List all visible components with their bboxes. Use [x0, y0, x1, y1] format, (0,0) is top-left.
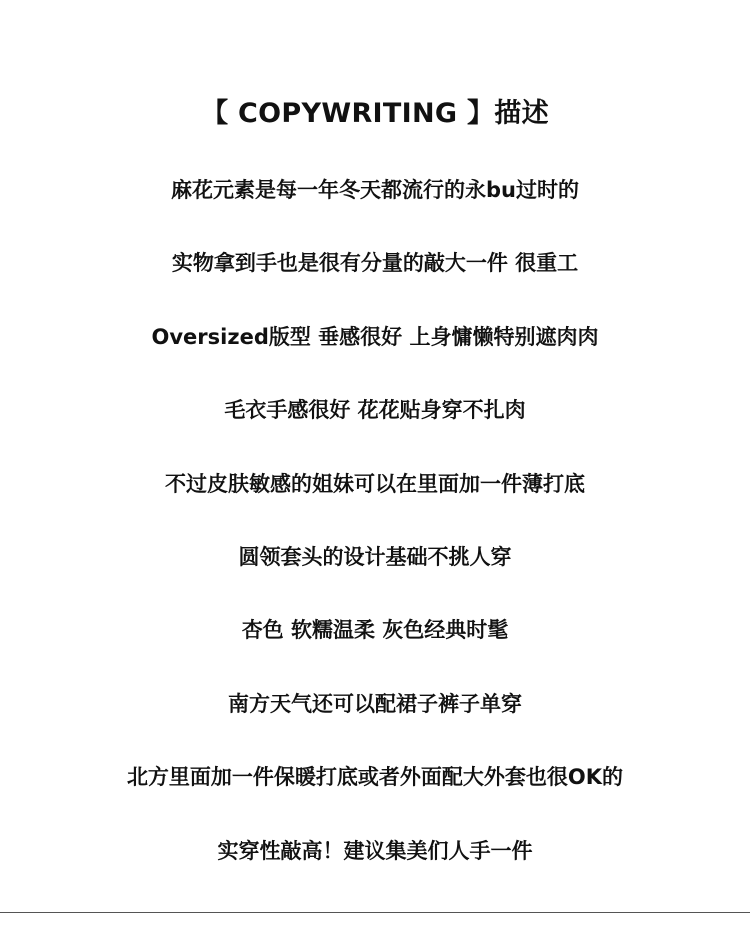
copy-line: 实穿性敲高！建议集美们人手一件	[217, 838, 533, 863]
copy-line: 毛衣手感很好 花花贴身穿不扎肉	[224, 398, 526, 423]
copy-line: 杏色 软糯温柔 灰色经典时髦	[241, 618, 509, 643]
copywriting-lines	[0, 170, 750, 904]
copy-line: 南方天气还可以配裙子裤子单穿	[228, 691, 522, 716]
copywriting-title: 【 COPYWRITING 】描述	[201, 98, 549, 130]
copy-line: 实物拿到手也是很有分量的敲大一件 很重工	[171, 251, 579, 276]
copy-line: 不过皮肤敏感的姐妹可以在里面加一件薄打底	[165, 471, 585, 496]
copy-line: 圆领套头的设计基础不挑人穿	[238, 544, 512, 569]
copy-line: 麻花元素是每一年冬天都流行的永bu过时的	[171, 178, 579, 202]
copy-line: Oversized版型 垂感很好 上身慵懒特别遮肉肉	[151, 324, 599, 349]
copy-line: 北方里面加一件保暖打底或者外面配大外套也很OK的	[126, 765, 624, 790]
bottom-divider	[0, 912, 750, 913]
